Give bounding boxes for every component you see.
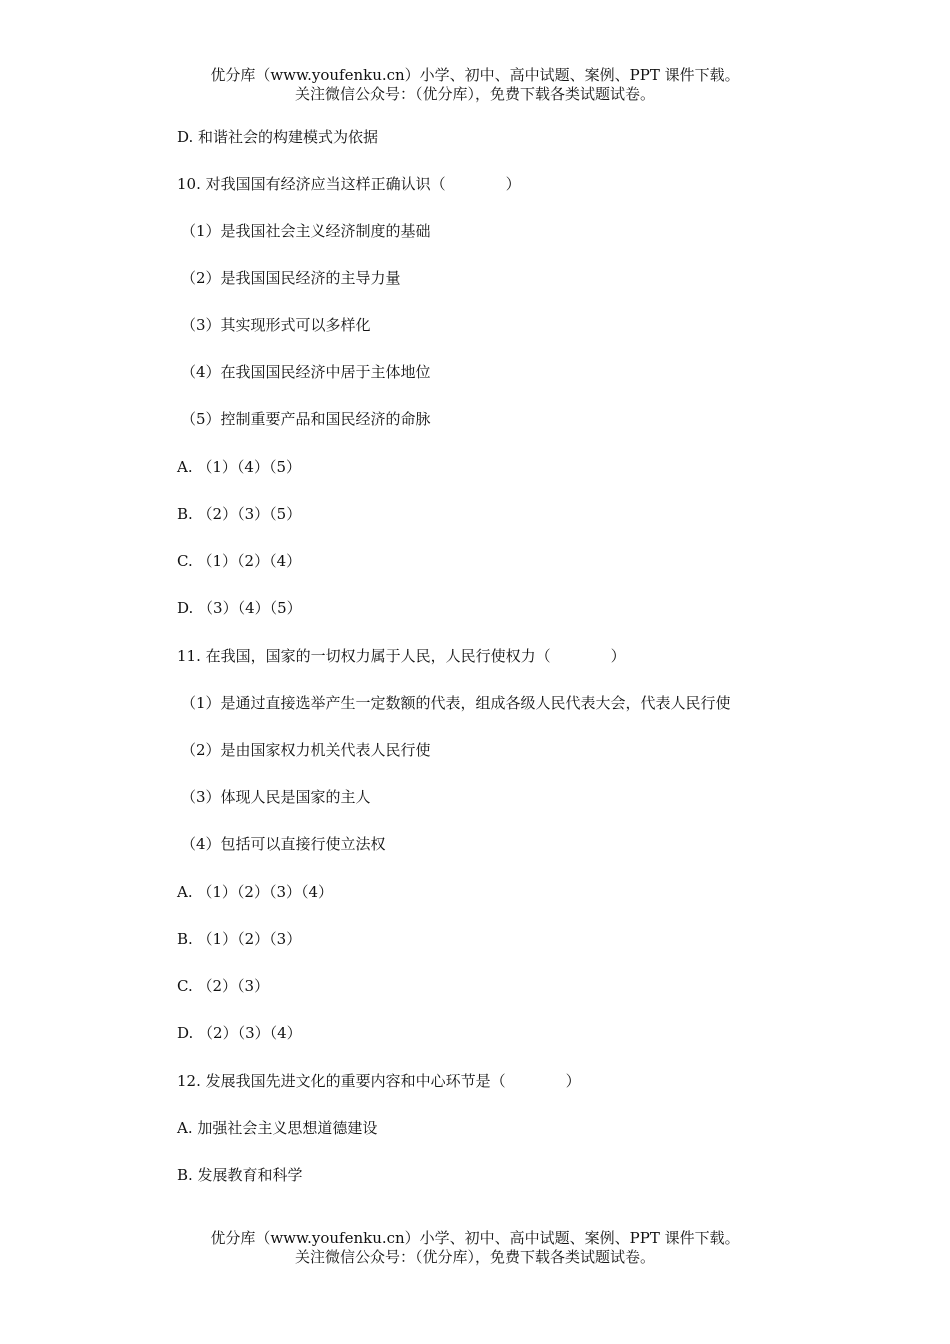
header-line-2: 关注微信公众号：（优分库），免费下载各类试题试卷。 bbox=[294, 85, 655, 103]
q10-statement-4: （4）在我国国民经济中居于主体地位 bbox=[181, 363, 431, 381]
header-line-1: 优分库（www.youfenku.cn）小学、初中、高中试题、案例、PPT 课件下载。 bbox=[210, 66, 740, 84]
q11-option-d: D. （2）（3）（4） bbox=[177, 1024, 302, 1042]
q10-option-d: D. （3）（4）（5） bbox=[177, 599, 302, 617]
q11-option-b: B. （1）（2）（3） bbox=[177, 930, 302, 948]
q11-option-a: A. （1）（2）（3）（4） bbox=[177, 883, 334, 901]
q10-statement-3: （3）其实现形式可以多样化 bbox=[181, 316, 371, 334]
q10-statement-5: （5）控制重要产品和国民经济的命脉 bbox=[181, 410, 431, 428]
q11-statement-4: （4）包括可以直接行使立法权 bbox=[181, 835, 386, 853]
q12-stem: 12. 发展我国先进文化的重要内容和中心环节是（ ） bbox=[177, 1072, 581, 1090]
q12-option-b: B. 发展教育和科学 bbox=[177, 1166, 303, 1184]
q9-option-d: D. 和谐社会的构建模式为依据 bbox=[177, 128, 379, 146]
q10-statement-2: （2）是我国国民经济的主导力量 bbox=[181, 269, 401, 287]
q11-option-c: C. （2）（3） bbox=[177, 977, 270, 995]
footer-line-2: 关注微信公众号：（优分库），免费下载各类试题试卷。 bbox=[294, 1248, 655, 1266]
q11-statement-1: （1）是通过直接选举产生一定数额的代表，组成各级人民代表大会，代表人民行使 bbox=[181, 694, 731, 712]
q11-statement-2: （2）是由国家权力机关代表人民行使 bbox=[181, 741, 431, 759]
q10-option-c: C. （1）（2）（4） bbox=[177, 552, 302, 570]
footer-line-1: 优分库（www.youfenku.cn）小学、初中、高中试题、案例、PPT 课件下载。 bbox=[210, 1229, 740, 1247]
page-header bbox=[0, 66, 950, 104]
page-footer bbox=[0, 1229, 950, 1267]
q12-option-a: A. 加强社会主义思想道德建设 bbox=[177, 1119, 378, 1137]
q10-option-b: B. （2）（3）（5） bbox=[177, 505, 302, 523]
q11-stem: 11. 在我国，国家的一切权力属于人民，人民行使权力（ ） bbox=[177, 647, 626, 665]
q10-option-a: A. （1）（4）（5） bbox=[177, 458, 301, 476]
q10-stem: 10. 对我国国有经济应当这样正确认识（ ） bbox=[177, 175, 521, 193]
q10-statement-1: （1）是我国社会主义经济制度的基础 bbox=[181, 222, 431, 240]
q11-statement-3: （3）体现人民是国家的主人 bbox=[181, 788, 371, 806]
